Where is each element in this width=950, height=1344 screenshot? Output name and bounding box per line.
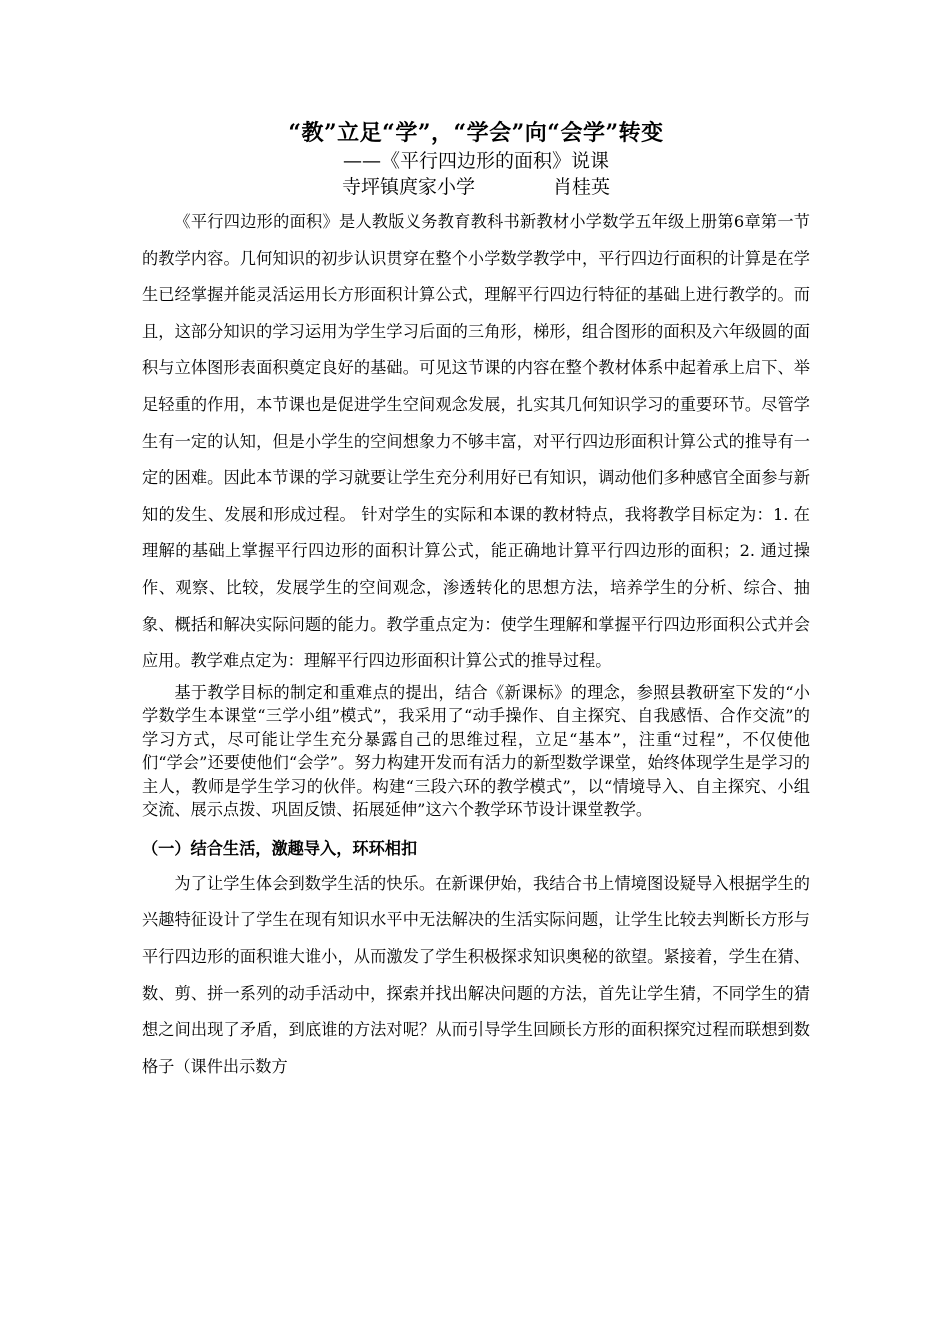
school-name: 寺坪镇庹家小学: [341, 176, 475, 198]
document-page: [142, 118, 810, 1085]
section-heading-1: （一）结合生活，激趣导入，环环相扣: [142, 838, 418, 858]
document-subtitle: ——《平行四边形的面积》说课: [342, 150, 609, 172]
byline: [142, 174, 810, 200]
author-name: 肖桂英: [553, 176, 611, 198]
paragraph-intro: 《平行四边形的面积》是人教版义务教育教科书新教材小学数学五年级上册第6章第一节的教学内容。几何知识的初步认识贯穿在整个小学数学教学中，平行四边行面积的计算是在学生已经掌握并能灵活运用长方形面积计算公式，理解平行四边行特征的基础上进行教学的。而且，这部分知识的学习运用为学生学习后面的三角形，梯形，组合图形的面积及六年级圆的面积与立体图形表面积奠定良好的基础。可见这节课的内容在整个教材体系中起着承上启下、举足轻重的作用，本节课也是促进学生空间观念发展，扎实其几何知识学习的重要环节。尽管学生有一定的认知，但是小学生的空间想象力不够丰富，对平行四边形面积计算公式的推导有一定的困难。因此本节课的学习就要让学生充分利用好已有知识，调动他们多种感官全面参与新知的发生、发展和形成过程。 针对学生的实际和本课的教材特点，我将教学目标定为：1. 在理解的基础上掌握平行四边形的面积计算公式，能正确地计算平行四边形的面积；2. 通过操作、观察、比较，发展学生的空间观念，渗透转化的思想方法，培养学生的分析、综合、抽象、概括和解决实际问题的能力。教学重点定为：使学生理解和掌握平行四边形面积公式并会应用。教学难点定为：理解平行四边形面积计算公式的推导过程。: [142, 212, 810, 671]
paragraph-section-1: 为了让学生体会到数学生活的快乐。在新课伊始，我结合书上情境图设疑导入根据学生的兴趣特征设计了学生在现有知识水平中无法解决的生活实际问题，让学生比较去判断长方形与平行四边形的面积谁大谁小，从而激发了学生积极探求知识奥秘的欲望。紧接着，学生在猜、数、剪、拼一系列的动手活动中，探索并找出解决问题的方法，首先让学生猜，不同学生的猜想之间出现了矛盾，到底谁的方法对呢？从而引导学生回顾长方形的面积探究过程而联想到数格子（课件出示数方: [142, 873, 810, 1076]
paragraph-method: 基于教学目标的制定和重难点的提出，结合《新课标》的理念，参照县教研室下发的“小学数学生本课堂“三学小组”模式”，我采用了“动手操作、自主探究、自我感悟、合作交流”的学习方式，尽可能让学生充分暴露自己的思维过程，立足“基本”，注重“过程”，不仅使他们“学会”还要使他们“会学”。努力构建开发而有活力的新型数学课堂，始终体现学生是学习的主人，教师是学生学习的伙伴。构建“三段六环的教学模式”，以“情境导入、自主探究、小组交流、展示点拨、巩固反馈、拓展延伸”这六个教学环节设计课堂教学。: [142, 682, 810, 820]
document-title: “教”立足“学”，“学会”向“会学”转变: [288, 120, 664, 146]
